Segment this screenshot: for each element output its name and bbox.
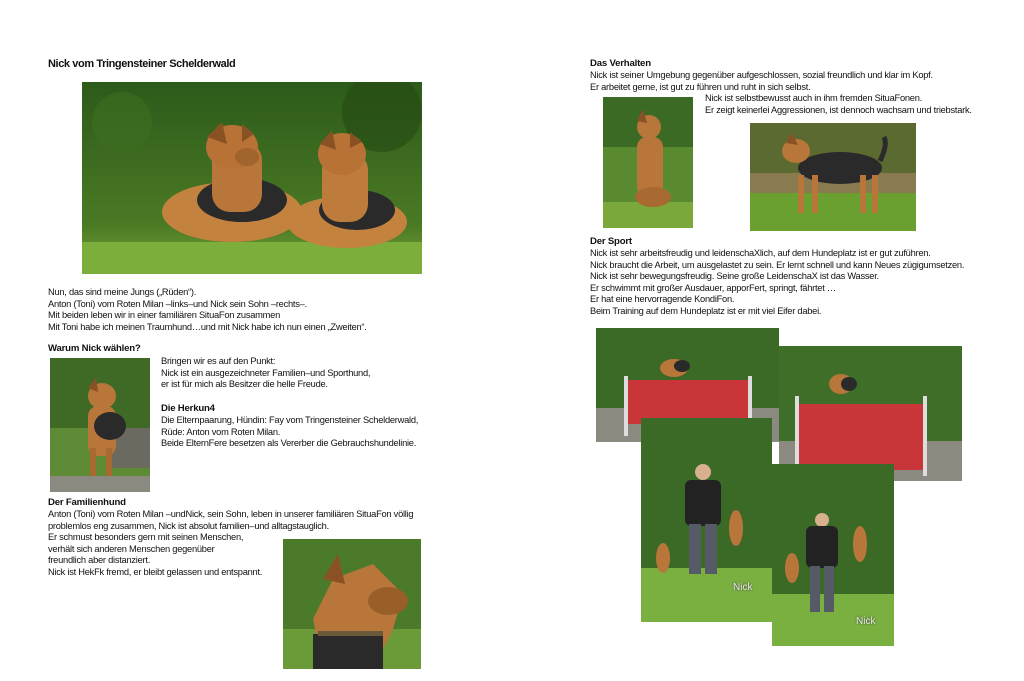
page-title: Nick vom Tringensteiner Schelderwald (48, 58, 236, 70)
warum-line: er ist für mich als Besitzer die helle Freude. (161, 379, 328, 390)
sport-line: Er schwimmt mit großer Ausdauer, apporFert, springt, fährtet … (590, 282, 836, 293)
heading-warum: Warum Nick wählen? (48, 343, 141, 354)
sport-line: Nick braucht die Arbeit, um ausgelastet zu sein. Er lernt schnell und kann Neues zügigumsetzen. (590, 259, 965, 270)
heading-sport: Der Sport (590, 236, 632, 247)
verhalten-line: Er arbeitet gerne, ist gut zu führen und ruht in sich selbst. (590, 81, 811, 92)
sport-line: Nick ist sehr arbeitsfreudig und leidenschaXlich, auf dem Hundeplatz ist er gut zuführen. (590, 248, 931, 258)
intro-line: Mit Toni habe ich meinen Traumhund…und mit Nick habe ich nun einen „Zweiten“. (48, 321, 367, 332)
heading-verhalten: Das Verhalten (590, 58, 651, 69)
warum-line: Bringen wir es auf den Punkt: (161, 356, 276, 366)
sport-line: Er hat eine hervorragende KondiFon. (590, 294, 735, 305)
photo-training-2 (772, 464, 894, 646)
photo-dog-portrait (283, 539, 421, 669)
verhalten-line: Er zeigt keinerlei Aggressionen, ist dennoch wachsam und triebstark. (705, 104, 972, 115)
photo-sitting-dog (603, 97, 693, 228)
familienhund-line: freundlich aber distanziert. (48, 555, 151, 566)
herkunft-text (161, 415, 418, 450)
watermark-nick: Nick (733, 582, 753, 593)
watermark-nick: Nick (856, 616, 876, 627)
intro-line: Mit beiden leben wir in einer familiären SituaFon zusammen (48, 310, 280, 321)
heading-herkunft: Die Herkun4 (161, 403, 215, 414)
familienhund-line: Er schmust besonders gern mit seinen Menschen, (48, 532, 244, 543)
sport-line: Nick ist sehr bewegungsfreudig. Seine große LeidenschaX ist das Wasser. (590, 271, 879, 282)
herkunft-line: Die Elternpaarung, Hündin: Fay vom Tringensteiner Schelderwald, (161, 415, 419, 425)
herkunft-line: Beide ElternFere besetzen als Vererber die Gebrauchshundelinie. (161, 438, 417, 449)
verhalten-text (590, 70, 933, 93)
familienhund-line: Nick ist HekFk fremd, er bleibt gelassen und entspannt. (48, 566, 263, 577)
verhalten-line: Nick ist selbstbewusst auch in ihm fremden SituaFonen. (705, 93, 922, 103)
photo-standing-dog (50, 358, 150, 492)
warum-text (161, 356, 370, 391)
verhalten-line: Nick ist seiner Umgebung gegenüber aufgeschlossen, sozial freundlich und klar im Kopf. (590, 70, 933, 80)
photo-hurdle-2 (779, 346, 962, 481)
sport-text (590, 248, 964, 318)
photo-dog-profile (750, 123, 916, 231)
sport-line: Beim Training auf dem Hundeplatz ist er mit viel Eifer dabei. (590, 305, 822, 316)
warum-line: Nick ist ein ausgezeichneter Familien–und Sporthund, (161, 367, 371, 378)
herkunft-line: Rüde: Anton vom Roten Milan. (161, 426, 281, 437)
intro-line: Nun, das sind meine Jungs („Rüden“). (48, 287, 197, 297)
familienhund-line: verhält sich anderen Menschen gegenüber (48, 543, 215, 554)
verhalten-text-indented (705, 93, 972, 116)
intro-line: Anton (Toni) vom Roten Milan –links–und Nick sein Sohn –rechts–. (48, 298, 307, 309)
heading-familienhund: Der Familienhund (48, 497, 126, 508)
intro-text (48, 287, 367, 333)
photo-training-1 (641, 418, 772, 622)
familienhund-line: problemlos eng zusammen, Nick ist absolut familien–und alltagstauglich. (48, 520, 329, 531)
photo-two-dogs (82, 82, 422, 274)
familienhund-line: Anton (Toni) vom Roten Milan –undNick, sein Sohn, leben in unserer familiären SituaFon völlig (48, 509, 414, 519)
